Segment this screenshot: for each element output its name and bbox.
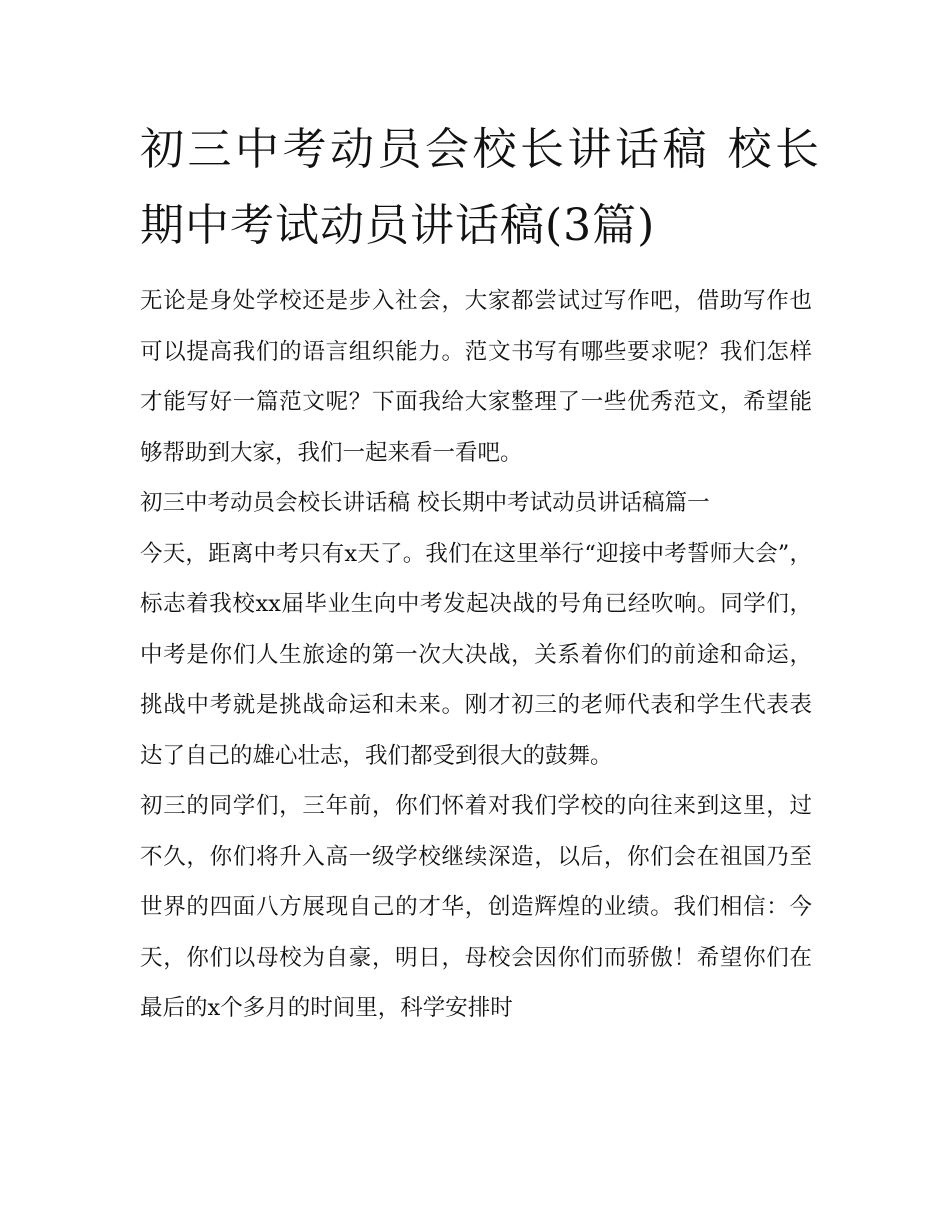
section-heading: 初三中考动员会校长讲话稿 校长期中考试动员讲话稿篇一 [140, 490, 710, 516]
document-body [140, 276, 812, 1034]
document-title: 初三中考动员会校长讲话稿 校长期中考试动员讲话稿(3篇) [140, 124, 820, 251]
body-paragraph: 今天，距离中考只有x天了。我们在这里举行“迎接中考誓师大会”，标志着我校xx届毕业生向中考发起决战的号角已经吹响。同学们，中考是你们人生旅途的第一次大决战，关系着你们的前途和命运，挑战中考就是挑战命运和未来。刚才初三的老师代表和学生代表表达了自己的雄心壮志，我们都受到很大的鼓舞。 [140, 540, 812, 769]
body-paragraph: 初三的同学们，三年前，你们怀着对我们学校的向往来到这里，过不久，你们将升入高一级学校继续深造，以后，你们会在祖国乃至世界的四面八方展现自己的才华，创造辉煌的业绩。我们相信：今天，你们以母校为自豪，明日，母校会因你们而骄傲！希望你们在最后的x个多月的时间里，科学安排时 [140, 793, 812, 1021]
intro-paragraph: 无论是身处学校还是步入社会，大家都尝试过写作吧，借助写作也可以提高我们的语言组织能力。范文书写有哪些要求呢？我们怎样才能写好一篇范文呢？下面我给大家整理了一些优秀范文，希望能够帮助到大家，我们一起来看一看吧。 [140, 288, 812, 466]
